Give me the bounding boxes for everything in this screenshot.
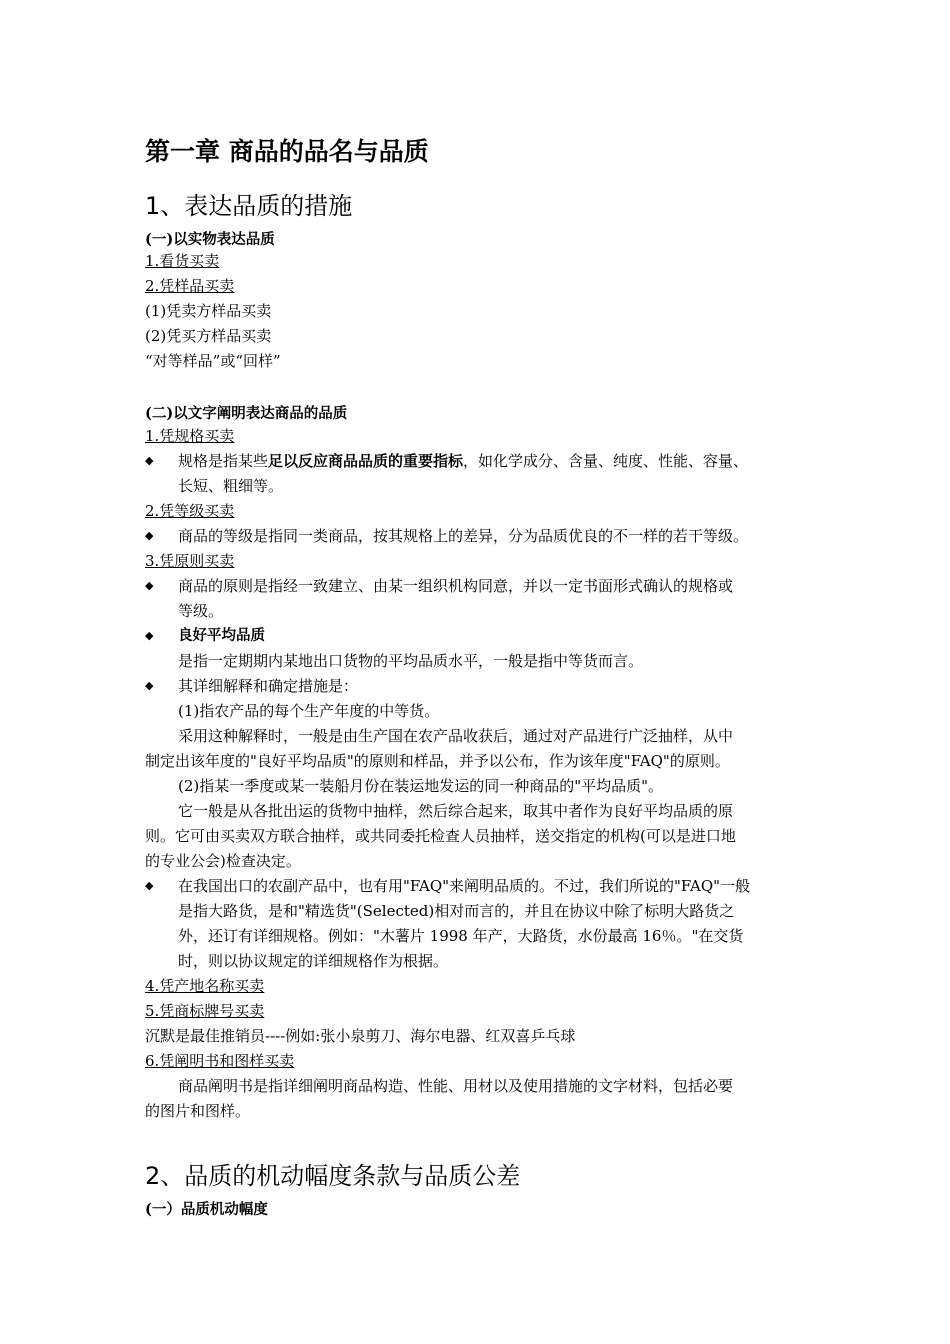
item-by-description: 6.凭阐明书和图样买卖 — [145, 1052, 295, 1070]
bullet-icon: ◆ — [145, 454, 154, 467]
spec-definition-cont: 长短、粗细等。 — [178, 477, 284, 495]
counter-sample-note: “对等样品”或“回样” — [145, 352, 281, 370]
bullet-icon: ◆ — [145, 679, 154, 692]
faq-method-2: (2)指某一季度或某一装船月份在装运地发运的同一种商品的"平均品质"。 — [178, 777, 664, 795]
faq-method-2-desc-a: 它一般是从各批出运的货物中抽样，然后综合起来，取其中者作为良好平均品质的原 — [178, 802, 734, 820]
section-2-subheading: (一）品质机动幅度 — [145, 1201, 268, 1218]
item-by-grade: 2.凭等级买卖 — [145, 502, 235, 520]
spec-text-post: ，如化学成分、含量、纯度、性能、容量、 — [463, 452, 749, 470]
standard-definition-cont: 等级。 — [178, 602, 224, 620]
grade-definition: 商品的等级是指同一类商品，按其规格上的差异，分为品质优良的不一样的若干等级。 — [178, 527, 749, 545]
bullet-icon: ◆ — [145, 529, 154, 542]
spec-definition — [178, 451, 748, 471]
faq-definition: 是指一定期期内某地出口货物的平均品质水平，一般是指中等货而言。 — [178, 652, 644, 670]
faq-china-a: 在我国出口的农副产品中，也有用"FAQ"来阐明品质的。不过，我们所说的"FAQ"一般 — [178, 877, 751, 895]
faq-method-2-desc-b: 则。它可由买卖双方联合抽样，或共同委托检查人员抽样，送交指定的机构(可以是进口地 — [145, 827, 736, 845]
faq-method-1-desc-b: 制定出该年度的"良好平均品质"的原则和样品，并予以公布，作为该年度"FAQ"的原则。 — [145, 752, 730, 770]
faq-china-c: 外，还订有详细规格。例如："木薯片 1998 年产，大路货，水份最高 16％。"在交货 — [178, 927, 744, 945]
chapter-title: 第一章 商品的品名与品质 — [145, 137, 429, 166]
bullet-icon: ◆ — [145, 629, 154, 642]
item-seller-sample: (1)凭卖方样品买卖 — [145, 302, 272, 320]
description-definition-a: 商品阐明书是指详细阐明商品构造、性能、用材以及使用措施的文字材料，包括必要 — [178, 1077, 734, 1095]
item-by-standard: 3.凭原则买卖 — [145, 552, 235, 570]
faq-method-1-desc-a: 采用这种解释时，一般是由生产国在农产品收获后，通过对产品进行广泛抽样，从中 — [178, 727, 734, 745]
faq-methods-intro: 其详细解释和确定措施是： — [178, 677, 359, 695]
section-1-heading: 1、表达品质的措施 — [145, 192, 353, 220]
faq-method-1: (1)指农产品的每个生产年度的中等货。 — [178, 702, 440, 720]
faq-heading: 良好平均品质 — [178, 628, 265, 644]
faq-method-2-desc-c: 的专业公会)检查决定。 — [145, 852, 301, 870]
section-2-heading: 2、品质的机动幅度条款与品质公差 — [145, 1162, 521, 1190]
faq-china-d: 时，则以协议规定的详细规格作为根据。 — [178, 952, 449, 970]
item-by-origin: 4.凭产地名称买卖 — [145, 977, 265, 995]
item-by-sample: 2.凭样品买卖 — [145, 277, 235, 295]
bullet-icon: ◆ — [145, 879, 154, 892]
faq-china-b: 是指大路货，是和"精选货"(Selected)相对而言的，并且在协议中除了标明大路货之 — [178, 902, 735, 920]
item-buyer-sample: (2)凭买方样品买卖 — [145, 327, 272, 345]
standard-definition: 商品的原则是指经一致建立、由某一组织机构同意，并以一定书面形式确认的规格或 — [178, 577, 734, 595]
subsection-2-heading: (二)以文字阐明表达商品的品质 — [145, 405, 348, 422]
item-by-spec: 1.凭规格买卖 — [145, 427, 235, 445]
item-look-goods: 1.看货买卖 — [145, 252, 220, 270]
bullet-icon: ◆ — [145, 579, 154, 592]
description-definition-b: 的图片和图样。 — [145, 1102, 251, 1120]
brand-examples: 沉默是最佳推销员----例如:张小泉剪刀、海尔电器、红双喜乒乓球 — [145, 1027, 576, 1045]
item-by-brand: 5.凭商标牌号买卖 — [145, 1002, 265, 1020]
spec-text-bold: 足以反应商品品质的重要指标 — [268, 452, 464, 470]
subsection-1-heading: (一)以实物表达品质 — [145, 231, 275, 248]
spec-text-pre: 规格是指某些 — [178, 452, 269, 470]
